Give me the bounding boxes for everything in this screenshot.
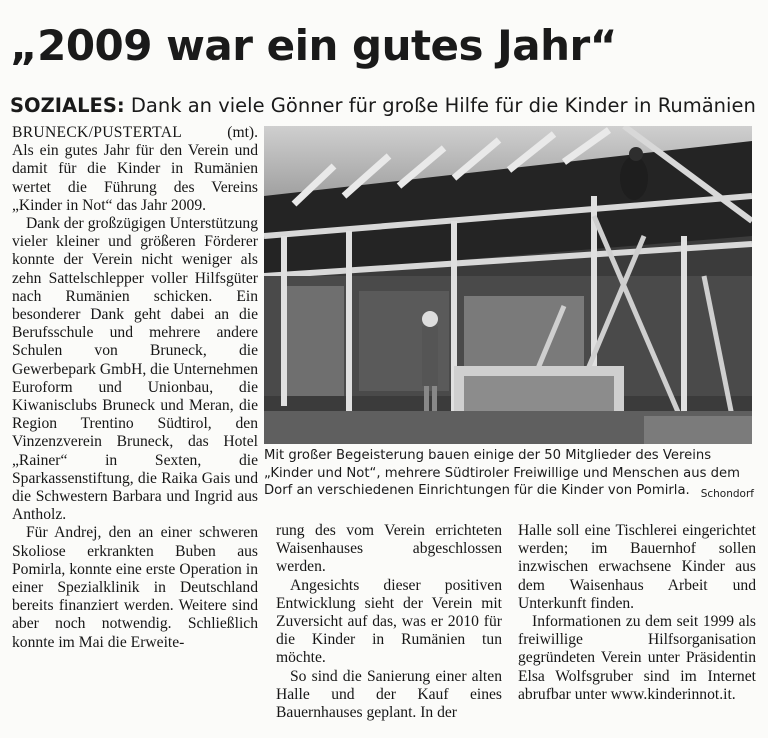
col2-paragraph-2: Angesichts dieser positiven Entwicklung sieht der Verein mit Zuversicht auf das, was er 2010 für die Kinder in Rumänien tun möchte. [276, 576, 502, 667]
col1-p1-text: Als ein gutes Jahr für den Verein und damit für die Kinder in Rumänien wertet die Führung des Vereins „Kinder in Not“ das Jahr 2009. [12, 142, 258, 214]
col1-paragraph-1 [12, 124, 258, 215]
dateline: BRUNECK/PUSTERTAL [12, 124, 183, 141]
headline: „2009 war ein gutes Jahr“ [10, 21, 617, 70]
col3-paragraph-1: Halle soll eine Tischlerei eingerichtet werden; im Bauernhof sollen inzwischen erwachsene Kinder aus dem Waisenhaus Arbeit und Unterkunft finden. [518, 522, 756, 612]
author-tag: (mt). [227, 124, 258, 141]
subheadline-text: Dank an viele Gönner für große Hilfe für die Kinder in Rumänien [130, 94, 756, 117]
col3-paragraph-2: Informationen zu dem seit 1999 als freiwillige Hilfsorganisation gegründeten Verein unter Präsidentin Elsa Wolfsgruber sind im Internet abrufbar unter www.kinderinnot.it. [518, 613, 756, 703]
column-3 [518, 522, 756, 704]
caption-text: Mit großer Begeisterung bauen einige der 50 Mitglieder des Vereins „Kinder und Not“, mehrere Südtiroler Freiwillige und Menschen aus dem Dorf an verschiedenen Einrichtungen für die Kinder von Pomirla. [264, 448, 741, 498]
construction-photo [264, 126, 752, 444]
kicker: SOZIALES: [10, 94, 125, 117]
subheadline [10, 94, 760, 118]
column-1 [12, 124, 258, 652]
photo-credit: Schondorf [700, 488, 754, 500]
col1-paragraph-2: Dank der großzügigen Unterstützung vieler kleiner und größeren Förderer konnte der Verein nicht weniger als zehn Sattelschlepper voller Hilfsgüter nach Rumänien schicken. Ein besonderer Dank geht dabei an die Berufsschule und mehrere andere Schulen von Bruneck, die Gewerbepark GmbH, die Unternehmen Euroform und Unionbau, die Kiwanisclubs Bruneck und Meran, die Region Trentino Südtirol, den Vinzenzverein Bruneck, das Hotel „Rainer“ in Sexten, die Sparkassenstiftung, die Raika Gais und die Schwestern Barbara und Ingrid aus Antholz. [12, 215, 258, 524]
col2-paragraph-1: rung des vom Verein errichteten Waisenhauses abgeschlossen werden. [276, 522, 502, 576]
photo-caption [264, 447, 754, 504]
column-2 [276, 522, 502, 722]
col1-paragraph-3: Für Andrej, den an einer schweren Skoliose erkrankten Buben aus Pomirla, konnte eine erste Operation in einer Spezialklinik in Deutschland bereits finanziert werden. Weitere sind aber noch notwendig. Schließlich konnte im Mai die Erweite- [12, 524, 258, 651]
photo-illustration [264, 126, 752, 444]
col2-paragraph-3: So sind die Sanierung einer alten Halle und der Kauf eines Bauernhauses geplant. In der [276, 667, 502, 722]
